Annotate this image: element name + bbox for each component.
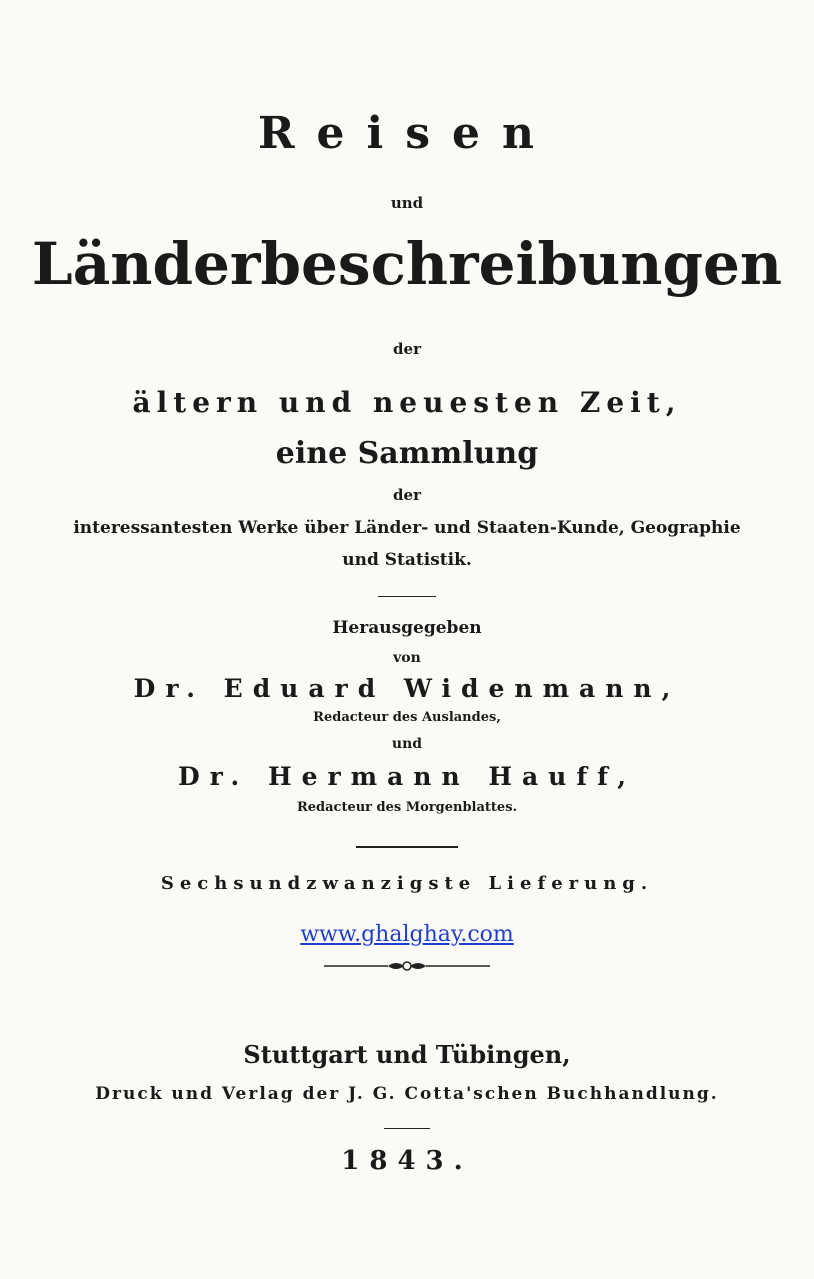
line-werke-1: interessantesten Werke über Länder- und Staaten-Kunde, Geographie <box>73 518 741 538</box>
editor-1-name: Dr. Eduard Widenmann, <box>133 674 681 703</box>
editor-1-role: Redacteur des Auslandes, <box>313 710 501 725</box>
der-connector-2: der <box>393 486 421 504</box>
title-second: Länderbeschreibungen <box>31 230 783 298</box>
und-connector-2: und <box>391 736 423 752</box>
publisher: Druck und Verlag der J. G. Cotta'schen Buchhandlung. <box>95 1084 719 1104</box>
von-connector: von <box>393 650 421 666</box>
watermark-url[interactable]: www.ghalghay.com <box>300 922 514 947</box>
year: 1843. <box>341 1146 473 1176</box>
divider-rule-2 <box>356 846 458 848</box>
der-connector: der <box>393 340 421 358</box>
line-zeit: ältern und neuesten Zeit, <box>132 386 682 419</box>
divider-rule-1 <box>378 596 436 597</box>
divider-rule-3 <box>384 1128 430 1129</box>
line-sammlung: eine Sammlung <box>275 436 539 471</box>
title-main: Reisen <box>257 108 557 159</box>
lieferung: Sechsundzwanzigste Lieferung. <box>160 873 654 894</box>
herausgegeben: Herausgegeben <box>332 618 482 638</box>
place: Stuttgart und Tübingen, <box>243 1040 571 1069</box>
line-werke-2: und Statistik. <box>342 550 472 570</box>
editor-2-name: Dr. Hermann Hauff, <box>177 762 637 791</box>
ornament-divider <box>322 958 492 974</box>
editor-2-role: Redacteur des Morgenblattes. <box>296 800 518 815</box>
und-connector: und <box>390 194 424 212</box>
